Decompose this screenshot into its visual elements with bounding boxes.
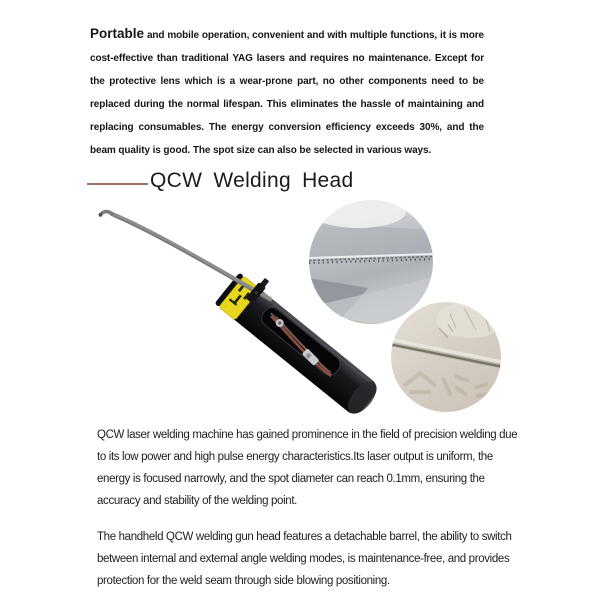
weld-seam-detail-top <box>309 196 433 328</box>
description-section <box>97 424 525 592</box>
product-figure <box>60 192 540 420</box>
section-title: QCW Welding Head <box>150 169 354 192</box>
intro-paragraph <box>90 22 484 162</box>
intro-text: and mobile operation, convenient and with multiple functions, it is more cost-effective than traditional YAG lasers and requires no maintenance. Except for the protective lens which is a wear-prone part, no other components need to be replaced during the normal lifespan. This eliminates the hassle of maintaining and replacing consumables. The energy conversion efficiency exceeds 30%, and the beam quality is good. The spot size can also be selected in various ways. <box>90 30 484 156</box>
intro-lead-word: Portable <box>90 26 145 41</box>
welding-head-illustration <box>60 192 540 420</box>
weld-seam-detail-bottom <box>391 302 504 412</box>
description-paragraph-2: The handheld QCW welding gun head features a detachable barrel, the ability to switch between internal and external angle welding modes, is maintenance-free, and provides protection for the weld seam through side blowing positioning. <box>97 531 512 587</box>
description-paragraph-1: QCW laser welding machine has gained prominence in the field of precision welding due to its low power and high pulse energy characteristics.Its laser output is uniform, the energy is focused narrowly, and the spot diameter can reach 0.1mm, ensuring the accuracy and stability of the welding point. <box>97 429 518 507</box>
section-rule-line <box>87 183 148 185</box>
